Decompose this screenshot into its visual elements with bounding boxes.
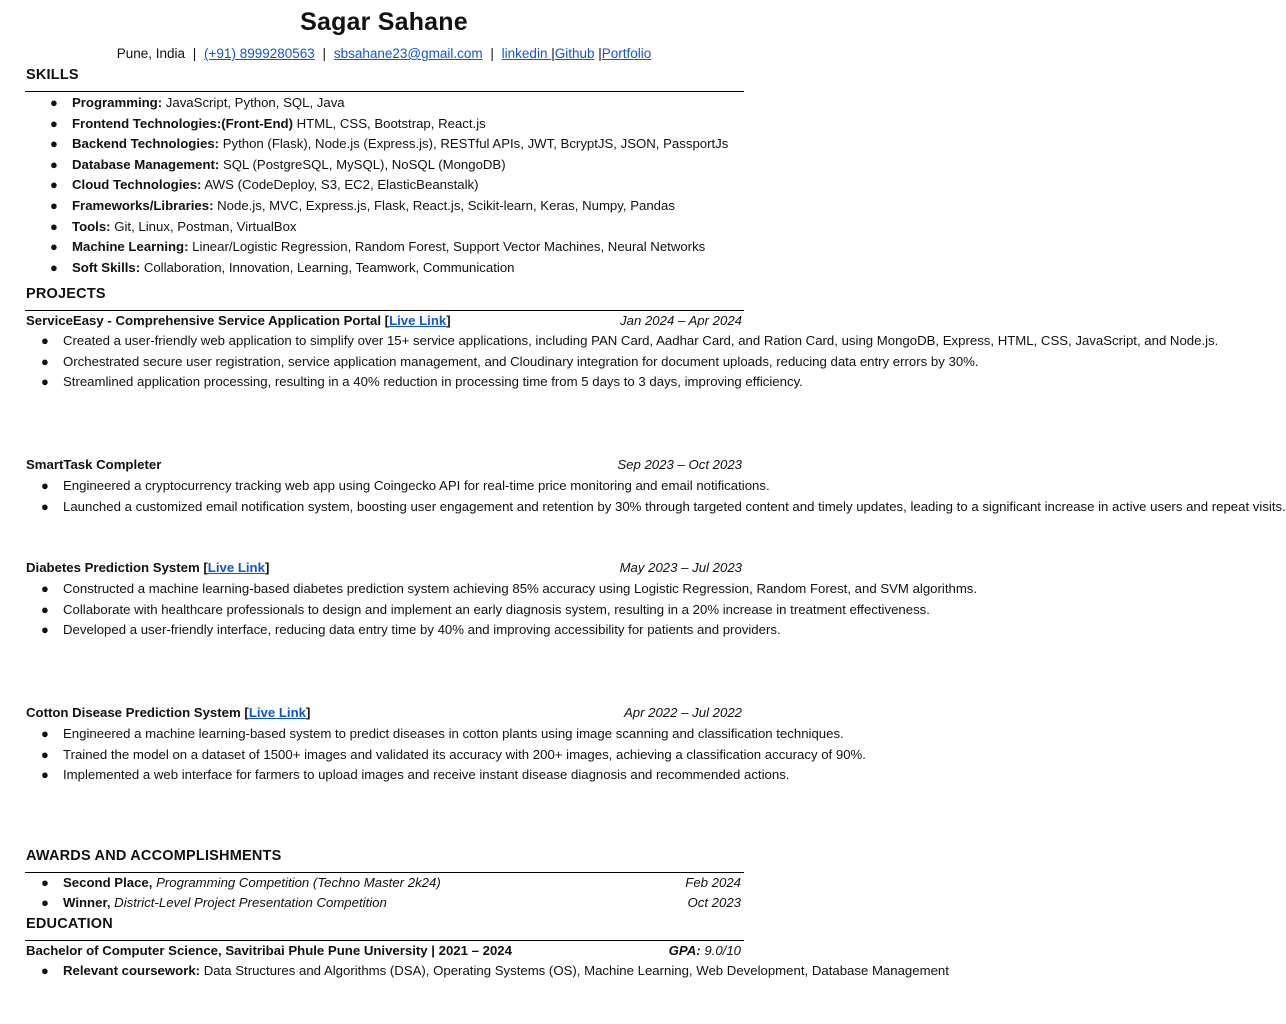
skill-label: Frameworks/Libraries: [72, 197, 214, 213]
bullet-text: Constructed a machine learning-based diabetes prediction system achieving 85% accuracy using Logistic Regression, Random Forest, and SVM algorithms. [63, 581, 978, 596]
skill-item [50, 217, 728, 238]
skill-item [50, 134, 729, 155]
live-link[interactable]: Live Link [389, 313, 447, 328]
project-header [26, 703, 742, 723]
bullet-text: Launched a customized email notification system, boosting user engagement and retention by 30% through targeted content and timely updates, leading to a significant increase in active users and repeat visits. [63, 498, 1286, 514]
coursework-value: Data Structures and Algorithms (DSA), Operating Systems (OS), Machine Learning, Web Development, Database Management [200, 963, 949, 978]
skill-item [50, 258, 728, 279]
degree-text: Bachelor of Computer Science, Savitribai Phule Pune University | 2021 – 2024 [26, 943, 512, 958]
project-bullet [41, 331, 1219, 352]
linkedin-link[interactable]: linkedin [501, 46, 552, 61]
gpa-label: GPA: [668, 943, 701, 958]
bullet-icon: ● [41, 726, 49, 741]
separator: | [192, 46, 197, 61]
project-title: Cotton Disease Prediction System [26, 705, 241, 720]
email-link[interactable]: sbsahane23@gmail.com [333, 46, 483, 61]
project-title: ServiceEasy - Comprehensive Service Application Portal [26, 313, 381, 328]
project-bullet [41, 497, 1286, 518]
skill-label: Programming: [72, 95, 163, 110]
live-link[interactable]: Live Link [248, 705, 306, 720]
project-date: Apr 2022 – Jul 2022 [623, 705, 742, 720]
skill-label: Backend Technologies: [72, 136, 220, 152]
project-bullets [41, 331, 1219, 393]
skill-value: AWS (CodeDeploy, S3, EC2, ElasticBeanstalk) [201, 177, 479, 193]
bullet-icon: ● [50, 177, 58, 193]
bullet-icon: ● [41, 581, 49, 596]
skill-label: Cloud Technologies: [72, 177, 202, 193]
skill-label: Tools: [72, 218, 111, 234]
bullet-icon: ● [41, 963, 49, 978]
bullet-icon: ● [41, 478, 49, 493]
project-header [26, 455, 742, 475]
project-bullets [41, 579, 978, 641]
skill-item [50, 93, 728, 114]
bullet-text: Engineered a machine learning-based system to predict diseases in cotton plants using image scanning and classification techniques. [63, 726, 844, 741]
skill-item [50, 114, 728, 135]
github-link[interactable]: Github [554, 46, 595, 61]
bullet-text: Created a user-friendly web application to simplify over 15+ service applications, including PAN Card, Aadhar Card, and Ration Card, using MongoDB, Express, HTML, CSS, JavaScript, and Node.js. [63, 333, 1219, 348]
project-bullet [41, 372, 803, 393]
skill-item [50, 196, 728, 217]
skill-label: Frontend Technologies:(Front-End) [72, 115, 293, 131]
bullet-icon: ● [41, 374, 49, 390]
live-link[interactable]: Live Link [207, 560, 265, 575]
project-header [26, 311, 742, 331]
project-bullet [41, 352, 979, 373]
bullet-icon: ● [50, 197, 58, 213]
separator: | [490, 46, 494, 61]
skill-item [50, 155, 728, 176]
bracket-close: ] [264, 560, 270, 575]
project-bullet [41, 620, 781, 641]
project-bullet [41, 765, 790, 786]
project-date: May 2023 – Jul 2023 [619, 560, 742, 575]
skill-label: Soft Skills: [72, 259, 141, 275]
gpa [669, 941, 741, 961]
skill-value: Linear/Logistic Regression, Random Forest, Support Vector Machines, Neural Networks [188, 239, 706, 255]
bullet-icon: ● [41, 353, 49, 369]
coursework-list [41, 961, 949, 982]
coursework-item [41, 961, 949, 982]
bracket-close: ] [305, 705, 311, 720]
bullet-icon: ● [41, 767, 49, 783]
projects-heading: PROJECTS [26, 286, 106, 302]
project-date: Jan 2024 – Apr 2024 [620, 313, 742, 328]
bracket-open: [ [244, 705, 249, 720]
bracket-open: [ [384, 313, 390, 328]
skill-value: Git, Linux, Postman, VirtualBox [110, 218, 297, 234]
bullet-icon: ● [50, 218, 58, 234]
award-date: Feb 2024 [685, 875, 741, 890]
separator: | [551, 46, 555, 61]
bullet-icon: ● [50, 115, 58, 131]
education-degree-row [26, 941, 741, 961]
bullet-icon: ● [50, 156, 58, 172]
project-title: Diabetes Prediction System [26, 560, 200, 575]
award-label: Winner, [63, 895, 111, 910]
bullet-text: Collaborate with healthcare professionals to design and implement an early diagnosis system, resulting in a 20% increase in treatment effectiveness. [63, 601, 930, 617]
project-date: Sep 2023 – Oct 2023 [617, 457, 742, 472]
project-bullet [41, 724, 844, 745]
award-date: Oct 2023 [687, 895, 741, 910]
candidate-name: Sagar Sahane [300, 8, 468, 36]
skills-list [50, 93, 729, 278]
bullet-icon: ● [41, 498, 49, 514]
award-item [41, 873, 741, 893]
skill-value: Collaboration, Innovation, Learning, Teamwork, Communication [140, 259, 515, 275]
bullet-text: Engineered a cryptocurrency tracking web app using Coingecko API for real-time price monitoring and email notifications. [63, 478, 770, 493]
bullet-icon: ● [41, 875, 49, 890]
bullet-icon: ● [50, 259, 58, 275]
skills-heading: SKILLS [26, 67, 79, 83]
location-text: Pune, India [116, 46, 185, 61]
award-item [41, 893, 741, 913]
bracket-close: ] [446, 313, 451, 328]
skill-label: Database Management: [72, 156, 220, 172]
skill-item [50, 175, 728, 196]
project-bullet [41, 476, 770, 497]
bullet-text: Streamlined application processing, resulting in a 40% reduction in processing time from 5 days to 3 days, improving efficiency. [63, 374, 803, 390]
bullet-icon: ● [41, 333, 49, 348]
award-label: Second Place, [63, 875, 153, 890]
bracket-open: [ [203, 560, 208, 575]
award-detail: District-Level Project Presentation Competition [110, 895, 387, 910]
skill-value: HTML, CSS, Bootstrap, React.js [292, 115, 486, 131]
bullet-icon: ● [50, 136, 58, 152]
skill-value: Node.js, MVC, Express.js, Flask, React.js, Scikit-learn, Keras, Numpy, Pandas [213, 197, 675, 213]
project-header [26, 558, 742, 578]
separator: | [598, 46, 602, 61]
award-detail: Programming Competition (Techno Master 2k24) [152, 875, 441, 890]
skill-item [50, 237, 728, 258]
project-title: SmartTask Completer [26, 457, 162, 472]
contact-line [0, 46, 768, 61]
skill-label: Machine Learning: [72, 239, 189, 255]
skill-value: Python (Flask), Node.js (Express.js), RESTful APIs, JWT, BcryptJS, JSON, PassportJs [219, 136, 729, 152]
coursework-label: Relevant coursework: [63, 963, 201, 978]
separator: | [322, 46, 327, 61]
bullet-text: Developed a user-friendly interface, reducing data entry time by 40% and improving accessibility for patients and providers. [63, 622, 781, 638]
project-bullet [41, 600, 930, 621]
bullet-icon: ● [41, 746, 49, 762]
education-heading: EDUCATION [26, 916, 113, 932]
phone-link[interactable]: (+91) 8999280563 [204, 46, 315, 61]
project-bullet [41, 745, 866, 766]
bullet-icon: ● [50, 239, 58, 255]
skill-value: JavaScript, Python, SQL, Java [162, 95, 345, 110]
awards-heading: AWARDS AND ACCOMPLISHMENTS [26, 848, 282, 864]
project-bullets [41, 476, 1286, 517]
bullet-text: Trained the model on a dataset of 1500+ images and validated its accuracy with 200+ images, achieving a classification accuracy of 90%. [63, 746, 866, 762]
project-bullet [41, 579, 978, 600]
bullet-text: Implemented a web interface for farmers to upload images and receive instant disease diagnosis and recommended actions. [63, 767, 790, 783]
bullet-text: Orchestrated secure user registration, service application management, and Cloudinary integration for document uploads, reducing data entry errors by 30%. [63, 353, 979, 369]
skill-value: SQL (PostgreSQL, MySQL), NoSQL (MongoDB) [219, 156, 506, 172]
portfolio-link[interactable]: Portfolio [601, 46, 652, 61]
bullet-icon: ● [41, 601, 49, 617]
section-divider [25, 91, 744, 92]
bullet-icon: ● [41, 895, 49, 910]
bullet-icon: ● [50, 95, 58, 110]
project-bullets [41, 724, 866, 786]
bullet-icon: ● [41, 622, 49, 638]
gpa-value: 9.0/10 [700, 943, 741, 958]
